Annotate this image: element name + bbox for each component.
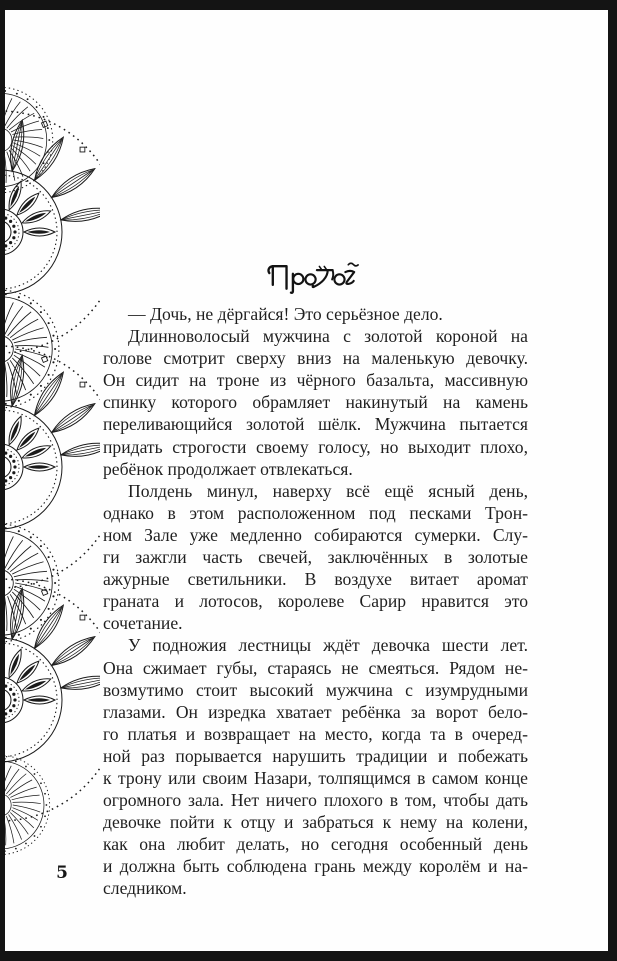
text-line: возмутимо стоит высокий мужчина с изумрудными (103, 679, 528, 700)
text-line: переливающийся золотой шёлк. Мужчина пытается (103, 414, 528, 435)
text-line: огромного зала. Нет ничего плохого в том, чтобы дать (103, 790, 528, 811)
text-line: как она любит делать, но сегодня особенный день (103, 834, 528, 855)
text-line: однако в этом расположенном под песками Трон- (103, 502, 528, 523)
text-line: к трону или своим Назари, толпящимся в самом конце (103, 767, 528, 788)
text-line: придать строгости своему голосу, но выходит плохо, (103, 436, 528, 457)
text-line: следником. (103, 878, 187, 899)
mandala-ornament (0, 0, 100, 961)
chapter-title-calligraphy (263, 252, 363, 300)
text-line: Он сидит на троне из чёрного базальта, массивную (103, 370, 528, 391)
chapter-title (263, 252, 363, 300)
text-line: ном Зале уже медленно собираются сумерки. Слу- (103, 524, 528, 545)
text-line: голове смотрит сверху вниз на маленькую девочку. (103, 348, 528, 369)
text-line: Длинноволосый мужчина с золотой короной на (128, 326, 528, 347)
text-line: и должна быть соблюдена грань между королём и на- (103, 856, 528, 877)
page-number: 5 (56, 863, 68, 883)
text-line: глазами. Он изредка хватает ребёнка за ворот бело- (103, 701, 528, 722)
text-line: — Дочь, не дёргайся! Это серьёзное дело. (128, 304, 443, 324)
text-line: граната и лотосов, королеве Сарир нравится это (103, 591, 528, 612)
text-line: У подножия лестницы ждёт девочка шести лет. (128, 635, 528, 656)
page-frame-top (0, 0, 617, 10)
text-line: сочетание. (103, 613, 183, 634)
text-line: ной раз порывается нарушить традиции и побежать (103, 745, 528, 766)
text-line: Полдень минул, наверху всё ещё ясный день, (128, 480, 528, 501)
page-frame-bottom (0, 951, 617, 961)
text-line: ги зажгли часть свечей, заключённых в золотые (103, 547, 528, 568)
body-text (103, 303, 528, 900)
text-line: девочке пойти к отцу и забраться к нему на колени, (103, 812, 528, 833)
text-line: ажурные светильники. В воздухе витает аромат (103, 569, 528, 590)
text-line: Она сжимает губы, стараясь не смеяться. Рядом не- (103, 657, 528, 678)
page-frame-right (608, 0, 617, 961)
text-line: ребёнок продолжает отвлекаться. (103, 458, 353, 479)
text-line: го платья и возвращает на место, когда та в очеред- (103, 723, 528, 744)
text-line: спинку которого обрамляет накинутый на камень (103, 392, 528, 413)
page-frame-left (0, 0, 5, 961)
